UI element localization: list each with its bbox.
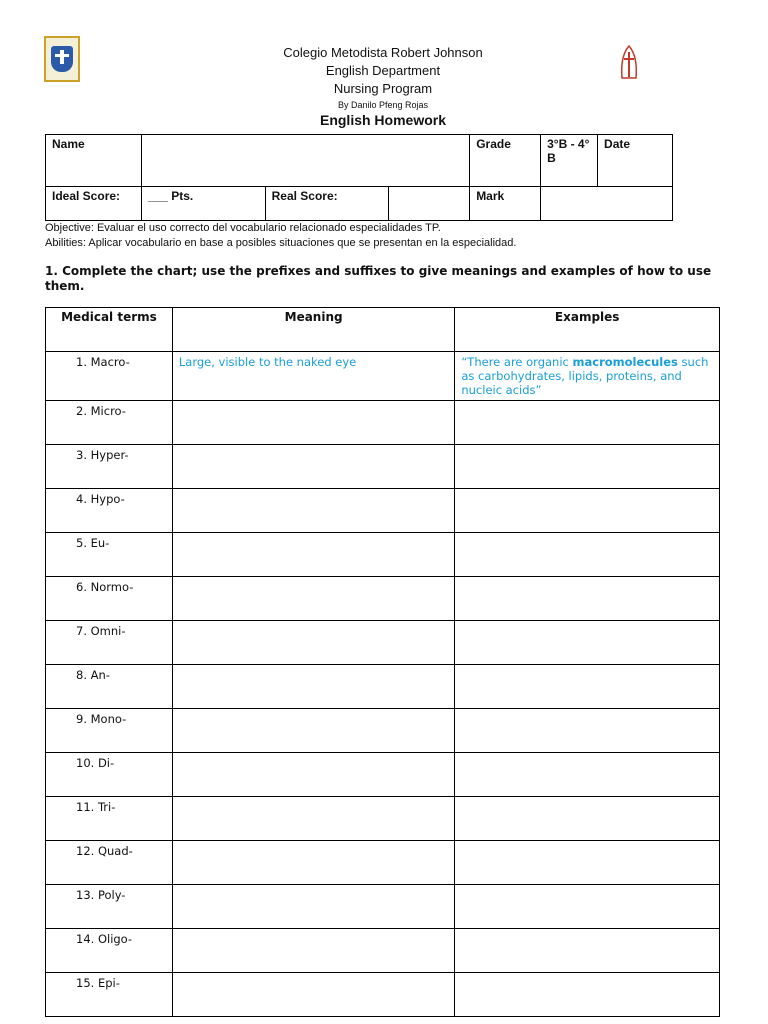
table-row — [46, 665, 720, 709]
meaning-cell[interactable] — [172, 709, 454, 753]
medical-term: 3. Hyper- — [46, 445, 173, 489]
table-row — [46, 352, 720, 401]
medical-term: 9. Mono- — [46, 709, 173, 753]
meaning-cell[interactable] — [172, 973, 454, 1017]
table-row — [46, 533, 720, 577]
medical-term: 8. An- — [46, 665, 173, 709]
example-cell[interactable] — [455, 929, 720, 973]
meaning-cell[interactable] — [172, 885, 454, 929]
table-row — [46, 973, 720, 1017]
homework-title: English Homework — [319, 112, 447, 128]
example-cell[interactable] — [455, 841, 720, 885]
instruction-text: 1. Complete the chart; use the prefixes and suffixes to give meanings and examples of how to use them. — [45, 264, 712, 293]
grade-value: 3°B - 4° B — [541, 135, 598, 187]
medical-term: 13. Poly- — [46, 885, 173, 929]
medical-term: 12. Quad- — [46, 841, 173, 885]
example-cell[interactable] — [455, 621, 720, 665]
example-answer-end: such as carbohydrates, lipids, proteins, and nucleic acids” — [461, 355, 709, 397]
meaning-cell[interactable] — [172, 797, 454, 841]
medical-term: 6. Normo- — [46, 577, 173, 621]
example-cell[interactable] — [455, 885, 720, 929]
table-row — [46, 841, 720, 885]
school-name: Colegio Metodista Robert Johnson — [283, 45, 483, 60]
table-row — [46, 753, 720, 797]
meaning-cell[interactable] — [172, 352, 454, 401]
example-cell[interactable] — [455, 401, 720, 445]
header-examples: Examples — [455, 308, 720, 352]
example-answer-keyword: macromolecules — [572, 355, 678, 369]
example-cell[interactable] — [455, 489, 720, 533]
methodist-cross-flame-logo — [618, 44, 640, 80]
medical-term: 11. Tri- — [46, 797, 173, 841]
ideal-score-label: Ideal Score: — [46, 187, 142, 221]
medical-term: 15. Epi- — [46, 973, 173, 1017]
student-info-table — [45, 134, 673, 221]
table-row — [46, 577, 720, 621]
medical-term: 14. Oligo- — [46, 929, 173, 973]
example-cell[interactable] — [455, 445, 720, 489]
table-row — [46, 709, 720, 753]
meaning-cell[interactable] — [172, 401, 454, 445]
example-cell[interactable] — [455, 709, 720, 753]
date-label: Date — [598, 135, 673, 187]
meaning-cell[interactable] — [172, 621, 454, 665]
table-row — [46, 489, 720, 533]
table-row — [46, 797, 720, 841]
abilities-text: Abilities: Aplicar vocabulario en base a posibles situaciones que se presentan en la especialidad. — [45, 237, 517, 249]
medical-term: 4. Hypo- — [46, 489, 173, 533]
table-row — [46, 401, 720, 445]
medical-term: 7. Omni- — [46, 621, 173, 665]
header-meaning: Meaning — [172, 308, 454, 352]
ideal-score-points[interactable]: ___ Pts. — [141, 187, 265, 221]
real-score-label: Real Score: — [265, 187, 389, 221]
author-line: By Danilo Pfeng Rojas — [337, 100, 429, 110]
example-cell[interactable] — [455, 797, 720, 841]
meaning-cell[interactable] — [172, 929, 454, 973]
meaning-cell[interactable] — [172, 577, 454, 621]
example-cell[interactable] — [455, 352, 720, 401]
example-cell[interactable] — [455, 577, 720, 621]
department-name: English Department — [325, 63, 441, 78]
meaning-cell[interactable] — [172, 445, 454, 489]
mark-field[interactable] — [541, 187, 673, 221]
example-cell[interactable] — [455, 533, 720, 577]
program-name: Nursing Program — [333, 81, 433, 96]
meaning-cell[interactable] — [172, 489, 454, 533]
example-cell[interactable] — [455, 753, 720, 797]
example-cell[interactable] — [455, 973, 720, 1017]
objective-text: Objective: Evaluar el uso correcto del vocabulario relacionado especialidades TP. — [45, 222, 441, 234]
table-row — [46, 621, 720, 665]
name-field[interactable] — [141, 135, 469, 187]
notes-block — [45, 221, 516, 251]
name-label: Name — [46, 135, 142, 187]
medical-term: 5. Eu- — [46, 533, 173, 577]
meaning-cell[interactable] — [172, 665, 454, 709]
document-header — [240, 44, 526, 112]
medical-term: 10. Di- — [46, 753, 173, 797]
real-score-field[interactable] — [389, 187, 470, 221]
meaning-cell[interactable] — [172, 533, 454, 577]
meaning-cell[interactable] — [172, 753, 454, 797]
example-cell[interactable] — [455, 665, 720, 709]
meaning-cell[interactable] — [172, 841, 454, 885]
table-row — [46, 885, 720, 929]
meaning-answer: Large, visible to the naked eye — [178, 355, 357, 369]
table-row — [46, 445, 720, 489]
school-logo — [44, 36, 80, 82]
medical-terms-chart — [45, 307, 720, 1017]
medical-term: 1. Macro- — [46, 352, 173, 401]
grade-label: Grade — [470, 135, 541, 187]
example-answer-start: “There are organic — [461, 355, 573, 369]
medical-term: 2. Micro- — [46, 401, 173, 445]
table-row — [46, 929, 720, 973]
mark-label: Mark — [470, 187, 541, 221]
header-medical-terms: Medical terms — [46, 308, 173, 352]
